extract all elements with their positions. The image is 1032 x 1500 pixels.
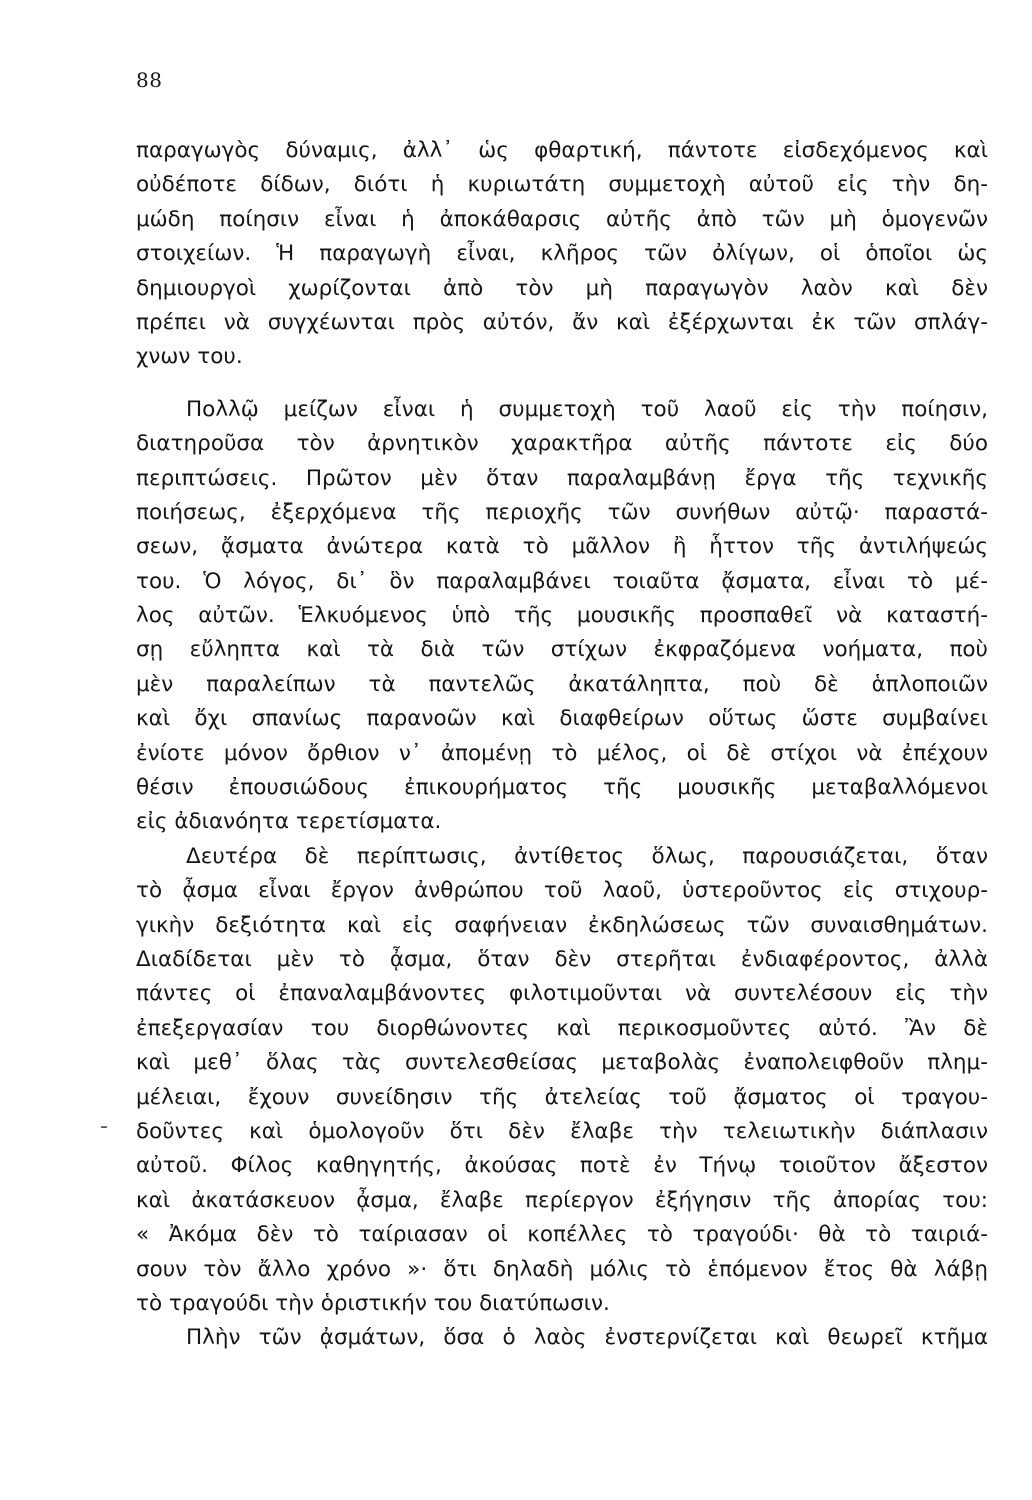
text-line: σουν τὸν ἄλλο χρόνο »· ὅτι δηλαδὴ μόλις τὸ ἑπόμενον ἔτος θὰ λάβῃ xyxy=(136,1256,988,1282)
text-line: σῃ εὔληπτα καὶ τὰ διὰ τῶν στίχων ἐκφραζόμενα νοήματα, ποὺ xyxy=(136,637,988,663)
text-line: σεων, ᾄσματα ἀνώτερα κατὰ τὸ μᾶλλον ἢ ἧττον τῆς ἀντιλήψεώς xyxy=(136,534,988,560)
paragraph-first-line: Πολλῷ μείζων εἶναι ἡ συμμετοχὴ τοῦ λαοῦ εἰς τὴν ποίησιν, xyxy=(186,396,988,422)
page-number: 88 xyxy=(136,68,163,92)
text-line: περιπτώσεις. Πρῶτον μὲν ὅταν παραλαμβάνῃ ἔργα τῆς τεχνικῆς xyxy=(136,465,988,491)
text-line: καὶ ὄχι σπανίως παρανοῶν καὶ διαφθείρων οὕτως ὥστε συμβαίνει xyxy=(136,706,988,732)
text-line: θέσιν ἐπουσιώδους ἐπικουρήματος τῆς μουσικῆς μεταβαλλόμενοι xyxy=(136,775,988,801)
text-line: καὶ ἀκατάσκευον ᾆσμα, ἔλαβε περίεργον ἐξήγησιν τῆς ἀπορίας του: xyxy=(136,1187,988,1213)
text-line: χνων του. xyxy=(136,344,243,370)
paragraph-first-line: Δευτέρα δὲ περίπτωσις, ἀντίθετος ὅλως, παρουσιάζεται, ὅταν xyxy=(186,843,988,869)
text-line: στοιχείων. Ἡ παραγωγὴ εἶναι, κλῆρος τῶν ὀλίγων, οἱ ὁποῖοι ὡς xyxy=(136,241,988,267)
text-line: μέλειαι, ἔχουν συνείδησιν τῆς ἀτελείας τοῦ ᾄσματος οἱ τραγου- xyxy=(136,1084,988,1110)
text-line: μὲν παραλείπων τὰ παντελῶς ἀκατάληπτα, ποὺ δὲ ἁπλοποιῶν xyxy=(136,671,988,697)
text-line: διατηροῦσα τὸν ἀρνητικὸν χαρακτῆρα αὐτῆς πάντοτε εἰς δύο xyxy=(136,431,988,457)
text-line: τὸ ᾆσμα εἶναι ἔργον ἀνθρώπου τοῦ λαοῦ, ὑστεροῦντος εἰς στιχουρ- xyxy=(136,878,988,904)
text-line: εἰς ἀδιανόητα τερετίσματα. xyxy=(136,809,442,835)
text-line: τὸ τραγούδι τὴν ὁριστικήν του διατύπωσιν. xyxy=(136,1290,610,1316)
text-line: αὐτοῦ. Φίλος καθηγητής, ἀκούσας ποτὲ ἐν Τήνῳ τοιοῦτον ἄξεστον xyxy=(136,1153,988,1179)
text-line: λος αὐτῶν. Ἑλκυόμενος ὑπὸ τῆς μουσικῆς προσπαθεῖ νὰ καταστή- xyxy=(136,603,988,629)
text-line: « Ἀκόμα δὲν τὸ ταίριασαν οἱ κοπέλλες τὸ τραγούδι· θὰ τὸ ταιριά- xyxy=(136,1222,988,1248)
text-line: γικὴν δεξιότητα καὶ εἰς σαφήνειαν ἐκδηλώσεως τῶν συναισθημάτων. xyxy=(136,912,988,938)
paragraph-first-line: Πλὴν τῶν ᾀσμάτων, ὅσα ὁ λαὸς ἐνστερνίζεται καὶ θεωρεῖ κτῆμα xyxy=(186,1325,988,1351)
text-line: μώδη ποίησιν εἶναι ἡ ἀποκάθαρσις αὐτῆς ἀπὸ τῶν μὴ ὁμογενῶν xyxy=(136,206,988,232)
text-line: Διαδίδεται μὲν τὸ ᾆσμα, ὅταν δὲν στερῆται ἐνδιαφέροντος, ἀλλὰ xyxy=(136,946,988,972)
text-line: πρέπει νὰ συγχέωνται πρὸς αὐτόν, ἄν καὶ ἐξέρχωνται ἐκ τῶν σπλάγ- xyxy=(136,309,988,335)
text-line: ποιήσεως, ἐξερχόμενα τῆς περιοχῆς τῶν συνήθων αὐτῷ· παραστά- xyxy=(136,499,988,525)
text-line: δημιουργοὶ χωρίζονται ἀπὸ τὸν μὴ παραγωγὸν λαὸν καὶ δὲν xyxy=(136,275,988,301)
text-line: οὐδέποτε δίδων, διότι ἡ κυριωτάτη συμμετοχὴ αὐτοῦ εἰς τὴν δη- xyxy=(136,172,988,198)
text-line: ἐνίοτε μόνον ὄρθιον ν᾽ ἀπομένῃ τὸ μέλος, οἱ δὲ στίχοι νὰ ἐπέχουν xyxy=(136,740,988,766)
margin-mark: ‐ xyxy=(100,1114,108,1139)
body-text xyxy=(136,134,988,1356)
text-line: του. Ὁ λόγος, δι᾽ ὃν παραλαμβάνει τοιαῦτα ᾄσματα, εἶναι τὸ μέ- xyxy=(136,568,988,594)
text-line: δοῦντες καὶ ὁμολογοῦν ὅτι δὲν ἔλαβε τὴν τελειωτικὴν διάπλασιν xyxy=(136,1118,988,1144)
text-line: ἐπεξεργασίαν του διορθώνοντες καὶ περικοσμοῦντες αὐτό. Ἂν δὲ xyxy=(136,1015,988,1041)
text-line: καὶ μεθ᾽ ὅλας τὰς συντελεσθείσας μεταβολὰς ἐναπολειφθοῦν πλημ- xyxy=(136,1050,988,1076)
text-line: παραγωγὸς δύναμις, ἀλλ᾽ ὡς φθαρτική, πάντοτε εἰσδεχόμενος καὶ xyxy=(136,138,988,163)
text-line: πάντες οἱ ἐπαναλαμβάνοντες φιλοτιμοῦνται νὰ συντελέσουν εἰς τὴν xyxy=(136,981,988,1007)
